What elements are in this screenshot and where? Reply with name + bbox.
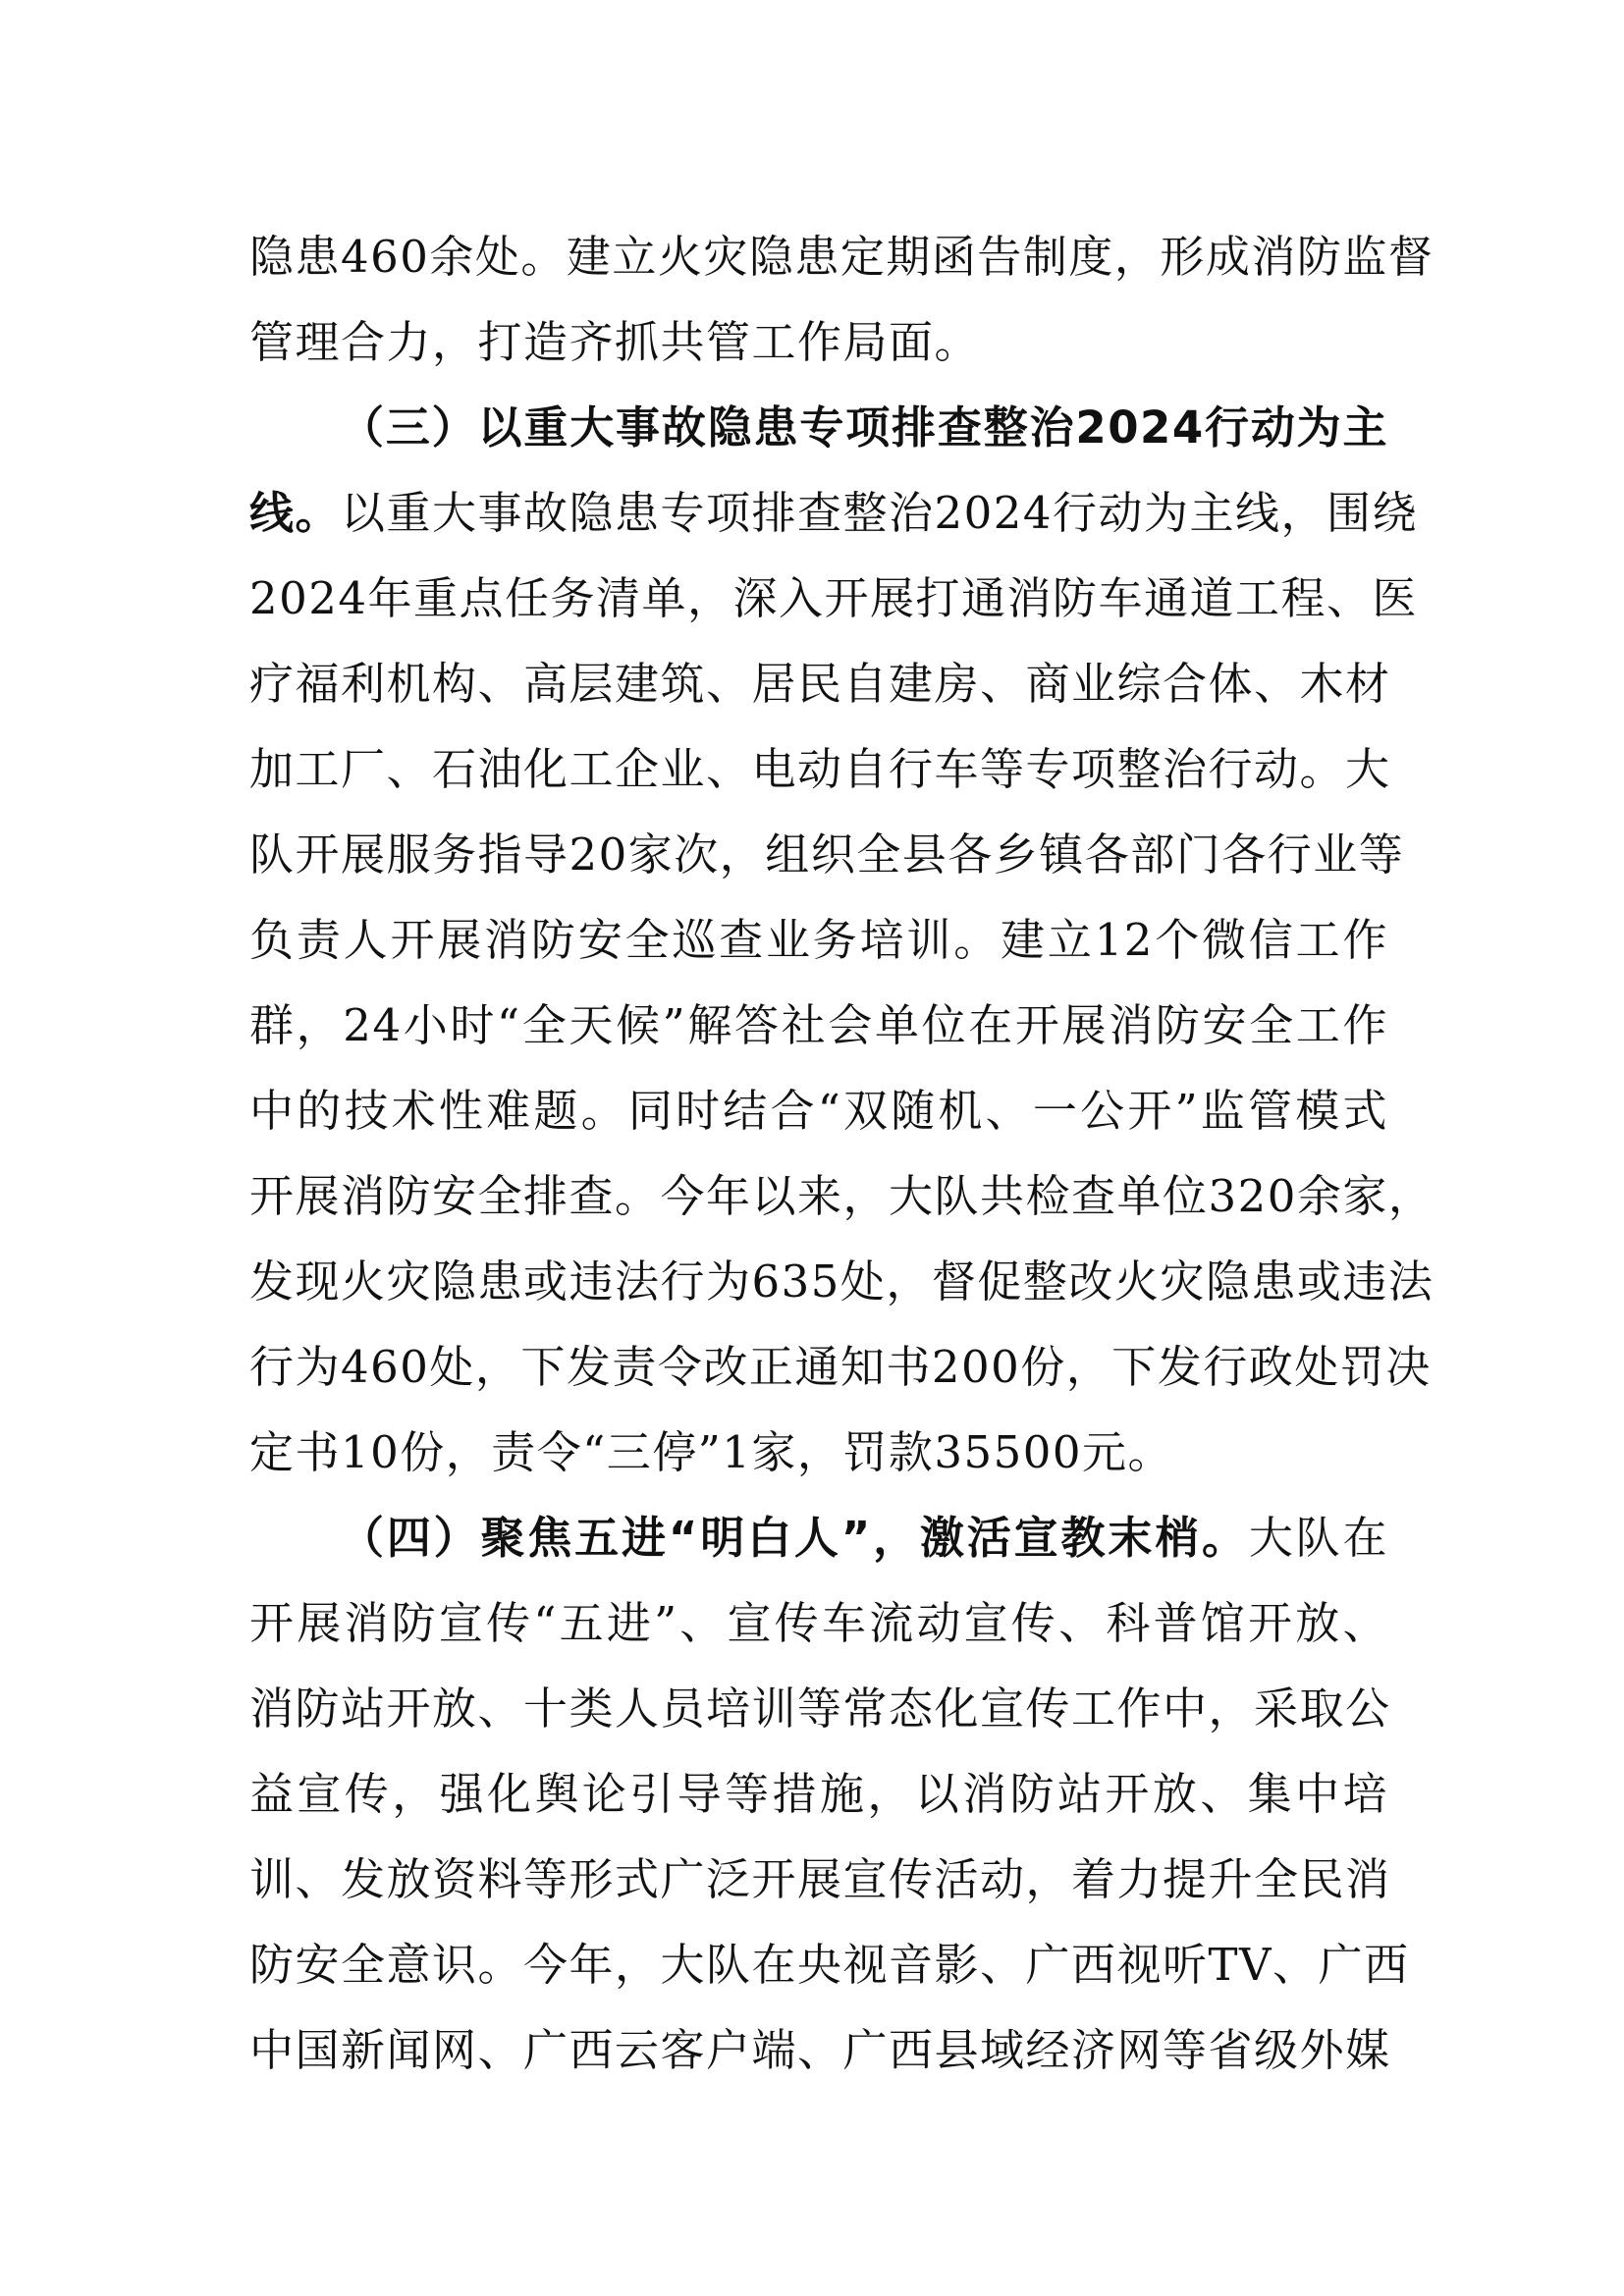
text-line: 定书10份，责令“三停”1家，罚款35500元。: [249, 1426, 1174, 1478]
text-line: 开展消防安全排查。今年以来，大队共检查单位320余家，: [249, 1170, 1435, 1222]
text-line: 中的技术性难题。同时结合“双随机、一公开”监管模式: [249, 1085, 1388, 1137]
text-line: 中国新闻网、广西云客户端、广西县域经济网等省级外媒: [249, 2024, 1391, 2076]
text-line: 行为460处，下发责令改正通知书200份，下发行政处罚决: [249, 1341, 1432, 1393]
text-line: 群，24小时“全天候”解答社会单位在开展消防安全工作: [249, 999, 1388, 1051]
text-line: 加工厂、石油化工企业、电动自行车等专项整治行动。大: [249, 743, 1391, 795]
text-line: 线。以重大事故隐患专项排查整治2024行动为主线，围绕: [249, 487, 1419, 539]
text-line: 负责人开展消防安全巡查业务培训。建立12个微信工作: [249, 914, 1388, 966]
section-heading-4: （四）聚焦五进“明白人”，激活宣教末梢。大队在: [340, 1512, 1388, 1564]
text-line: 发现火灾隐患或违法行为635处，督促整改火灾隐患或违法: [249, 1255, 1435, 1308]
text-line: 2024年重点任务清单，深入开展打通消防车通道工程、医: [249, 572, 1419, 624]
text-line: 消防站开放、十类人员培训等常态化宣传工作中，采取公: [249, 1682, 1391, 1735]
text-line: 益宣传，强化舆论引导等措施，以消防站开放、集中培: [249, 1768, 1388, 1820]
text-line: 训、发放资料等形式广泛开展宣传活动，着力提升全民消: [249, 1853, 1391, 1905]
text-line: 防安全意识。今年，大队在央视音影、广西视听TV、广西: [249, 1939, 1410, 1991]
text-line: 隐患460余处。建立火灾隐患定期函告制度，形成消防监督: [249, 231, 1435, 283]
text-line: 疗福利机构、高层建筑、居民自建房、商业综合体、木材: [249, 658, 1391, 710]
section-heading-3: （三）以重大事故隐患专项排查整治2024行动为主: [340, 401, 1388, 454]
text-line: 开展消防宣传“五进”、宣传车流动宣传、科普馆开放、: [249, 1597, 1388, 1649]
text-line: 管理合力，打造齐抓共管工作局面。: [249, 316, 981, 368]
text-line: 队开展服务指导20家次，组织全县各乡镇各部门各行业等: [249, 828, 1405, 881]
body-text: [249, 214, 1435, 2093]
